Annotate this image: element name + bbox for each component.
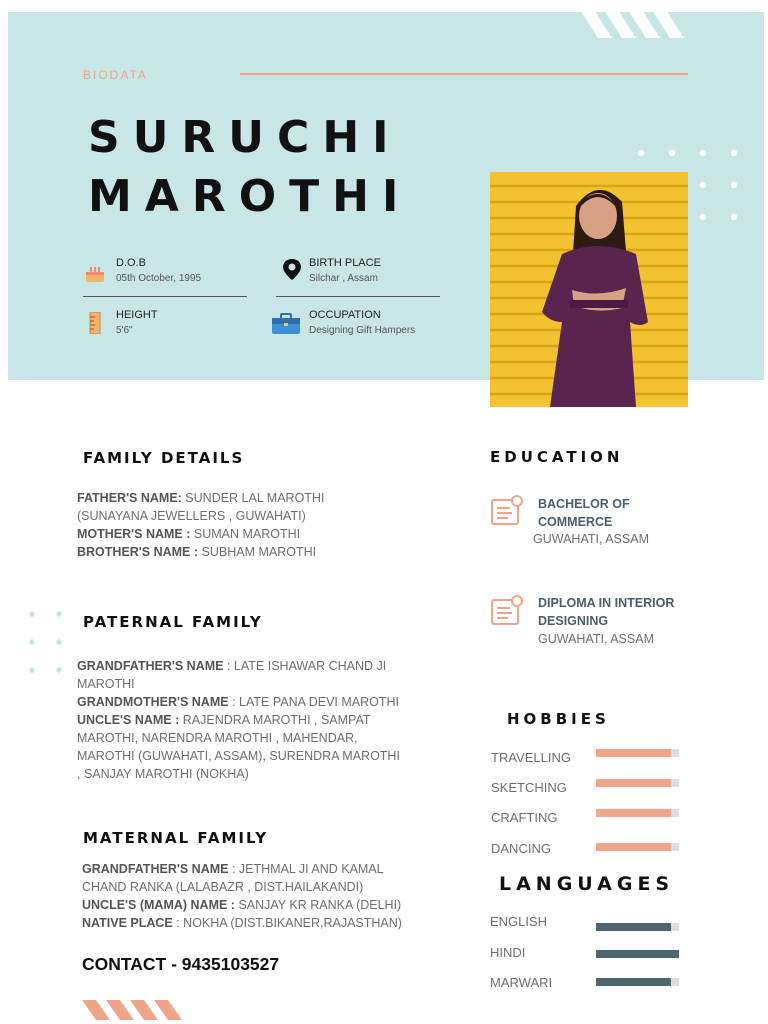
- hobby-bar-crafting: [596, 809, 679, 817]
- paternal-family-title: PATERNAL FAMILY: [83, 613, 263, 631]
- dob-rule: [83, 296, 247, 297]
- hobby-bar-fill: [596, 749, 671, 757]
- height-value: 5'6": [116, 325, 133, 336]
- education-item-1-place: GUWAHATI, ASSAM: [533, 532, 649, 546]
- cake-icon: [84, 262, 106, 284]
- education-item-2-place: GUWAHATI, ASSAM: [538, 632, 654, 646]
- education-title: EDUCATION: [490, 448, 624, 466]
- mother-value: SUMAN MAROTHI: [190, 527, 301, 541]
- language-label-english: ENGLISH: [490, 914, 548, 929]
- decorative-stripes-bottom: [82, 1000, 187, 1020]
- maternal-family-title: MATERNAL FAMILY: [83, 829, 269, 847]
- maternal-uncle-label: UNCLE'S (MAMA) NAME :: [82, 898, 235, 912]
- language-bar-fill: [596, 950, 679, 958]
- father-label: FATHER'S NAME:: [77, 491, 182, 505]
- ruler-icon: [84, 312, 106, 334]
- occupation-label: OCCUPATION: [309, 309, 381, 321]
- language-label-hindi: HINDI: [490, 945, 526, 960]
- mother-label: MOTHER'S NAME :: [77, 527, 191, 541]
- hobby-label-crafting: CRAFTING: [491, 810, 558, 825]
- hobby-bar-sketching: [596, 779, 679, 787]
- first-name: SURUCHI: [88, 112, 402, 163]
- father-value: SUNDER LAL MAROTHI (SUNAYANA JEWELLERS , GUWAHATI): [77, 491, 325, 523]
- hobby-bar-fill: [596, 809, 671, 817]
- profile-photo: [490, 172, 688, 407]
- decorative-side-dots: [28, 608, 68, 678]
- occupation-value: Designing Gift Hampers: [309, 325, 416, 336]
- height-label: HEIGHT: [116, 309, 158, 321]
- birth-place-rule: [276, 296, 440, 297]
- maternal-family-text: [82, 860, 422, 932]
- native-place-value: : NOKHA (DIST.BIKANER,RAJASTHAN): [172, 916, 402, 930]
- certificate-icon: [490, 594, 524, 628]
- maternal-grandfather-label: GRANDFATHER'S NAME: [82, 862, 229, 876]
- language-bar-marwari: [596, 978, 679, 986]
- family-details-text: [77, 489, 347, 561]
- language-bar-fill: [596, 978, 671, 986]
- paternal-uncle-label: UNCLE'S NAME :: [77, 713, 180, 727]
- paternal-uncle-value: RAJENDRA MAROTHI , SAMPAT MAROTHI, NARENDRA MAROTHI , MAHENDAR, MAROTHI (GUWAHATI, ASSAM), SURENDRA MAROTHI , SANJAY MAROTHI (NOKHA): [77, 713, 400, 781]
- biodata-rule: [240, 73, 688, 75]
- education-item-2-title: DIPLOMA IN INTERIOR DESIGNING: [538, 596, 675, 628]
- hobby-label-sketching: SKETCHING: [491, 780, 567, 795]
- paternal-grandfather-label: GRANDFATHER'S NAME: [77, 659, 224, 673]
- dob-label: D.O.B: [116, 257, 146, 269]
- briefcase-icon: [271, 313, 301, 335]
- maternal-grandfather-value: : JETHMAL JI AND KAMAL CHAND RANKA (LALABAZR , DIST.HAILAKANDI): [82, 862, 384, 894]
- map-pin-icon: [281, 258, 303, 280]
- family-details-title: FAMILY DETAILS: [83, 449, 245, 467]
- last-name: MAROTHI: [88, 171, 412, 222]
- hobby-bar-fill: [596, 779, 671, 787]
- certificate-icon: [490, 494, 524, 528]
- paternal-grandmother-label: GRANDMOTHER'S NAME: [77, 695, 229, 709]
- decorative-stripes-top: [580, 10, 690, 38]
- paternal-family-text: [77, 657, 405, 783]
- language-bar-fill: [596, 923, 671, 931]
- language-label-marwari: MARWARI: [490, 975, 553, 990]
- biodata-label: BIODATA: [83, 68, 148, 82]
- native-place-label: NATIVE PLACE: [82, 916, 173, 930]
- brother-label: BROTHER'S NAME :: [77, 545, 199, 559]
- hobbies-title: HOBBIES: [507, 710, 610, 728]
- paternal-grandmother-value: : LATE PANA DEVI MAROTHI: [228, 695, 399, 709]
- maternal-uncle-value: SANJAY KR RANKA (DELHI): [234, 898, 402, 912]
- birth-place-label: BIRTH PLACE: [309, 257, 381, 269]
- education-item-1-title: BACHELOR OF COMMERCE: [538, 497, 630, 529]
- hobby-label-travelling: TRAVELLING: [491, 750, 571, 765]
- hobby-bar-dancing: [596, 843, 679, 851]
- hobby-bar-travelling: [596, 749, 679, 757]
- language-bar-hindi: [596, 950, 679, 958]
- paternal-grandfather-value: : LATE ISHAWAR CHAND JI MAROTHI: [77, 659, 387, 691]
- language-bar-english: [596, 923, 679, 931]
- hobby-bar-fill: [596, 843, 671, 851]
- languages-title: LANGUAGES: [499, 873, 675, 895]
- dob-value: 05th October, 1995: [116, 273, 202, 284]
- contact-number: CONTACT - 9435103527: [82, 954, 280, 974]
- birth-place-value: Silchar , Assam: [309, 273, 378, 284]
- brother-value: SUBHAM MAROTHI: [198, 545, 317, 559]
- hobby-label-dancing: DANCING: [491, 841, 551, 856]
